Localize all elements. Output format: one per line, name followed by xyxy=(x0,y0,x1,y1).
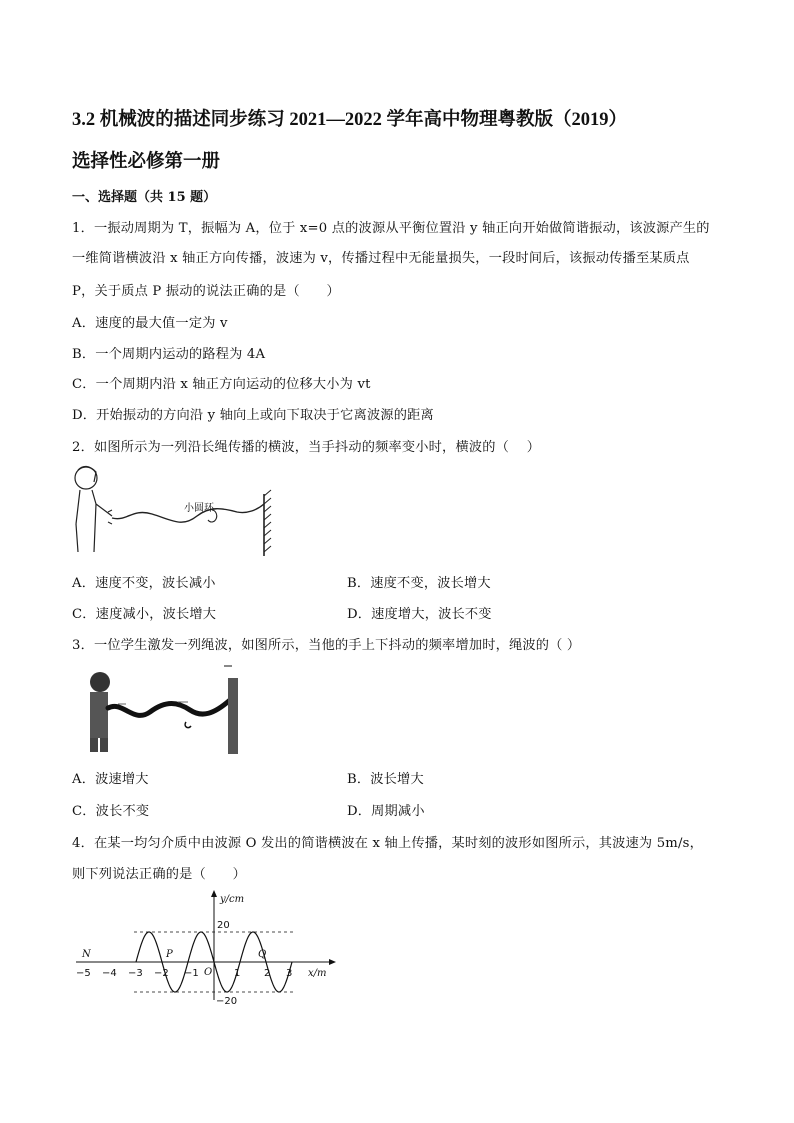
doc-title-line2: 选择性必修第一册 xyxy=(72,152,221,172)
q1-option-c: C．一个周期内沿 x 轴正方向运动的位移大小为 vt xyxy=(72,377,371,392)
q3-stem: 3．一位学生激发一列绳波，如图所示，当他的手上下抖动的频率增加时，绳波的（ ） xyxy=(72,638,581,653)
q3-rope-wave-figure xyxy=(78,664,248,754)
q3-option-d: D．周期减小 xyxy=(347,804,425,819)
q1-option-d: D．开始振动的方向沿 y 轴向上或向下取决于它离波源的距离 xyxy=(72,408,434,423)
q2-option-a: A．速度不变，波长减小 xyxy=(72,576,216,591)
q3-option-a: A．波速增大 xyxy=(72,772,149,787)
x-tick-neg4: −4 xyxy=(102,968,117,979)
q4-wave-graph xyxy=(74,888,344,1008)
x-tick-neg3: −3 xyxy=(128,968,143,979)
point-q-label: Q xyxy=(258,949,267,960)
q1-option-a: A．速度的最大值一定为 v xyxy=(72,316,228,331)
amplitude-label: 20 xyxy=(217,920,230,931)
q4-stem-line2: 则下列说法正确的是（ ） xyxy=(72,867,247,882)
x-tick-neg5: −5 xyxy=(76,968,91,979)
q1-option-b: B．一个周期内运动的路程为 4A xyxy=(72,347,266,362)
q4-stem-line1: 4．在某一均匀介质中由波源 O 发出的简谐横波在 x 轴上传播，某时刻的波形如图所示，其波速为 5m/s， xyxy=(72,836,703,851)
origin-label: O xyxy=(204,967,213,978)
y-axis-label: y/cm xyxy=(220,894,245,905)
q2-rope-wave-figure xyxy=(72,464,282,560)
q2-stem: 2．如图所示为一列沿长绳传播的横波，当手抖动的频率变小时，横波的（ ） xyxy=(72,440,541,455)
q3-option-b: B．波长增大 xyxy=(347,772,424,787)
section-heading: 一、选择题（共 15 题） xyxy=(72,190,217,205)
x-tick-neg2: −2 xyxy=(154,968,169,979)
q2-figure-label: 小圆环 xyxy=(184,503,214,514)
point-n-label: N xyxy=(82,949,91,960)
point-p-label: P xyxy=(166,949,173,960)
x-tick-labels xyxy=(76,968,292,979)
q1-stem-line1: 1．一振动周期为 T，振幅为 A，位于 x=0 点的波源从平衡位置沿 y 轴正向开始做简谐振动，该波源产生的 xyxy=(72,221,710,236)
q1-stem-line3: P，关于质点 P 振动的说法正确的是（ ） xyxy=(72,284,340,299)
x-tick-1: 1 xyxy=(234,968,241,979)
q2-option-d: D．速度增大，波长不变 xyxy=(347,607,492,622)
q2-option-c: C．速度减小，波长增大 xyxy=(72,607,217,622)
doc-title-line1: 3.2 机械波的描述同步练习 2021—2022 学年高中物理粤教版（2019） xyxy=(72,110,628,130)
x-tick-2: 2 xyxy=(264,968,271,979)
q2-option-b: B．速度不变，波长增大 xyxy=(347,576,491,591)
x-tick-3: 3 xyxy=(286,968,293,979)
q3-option-c: C．波长不变 xyxy=(72,804,150,819)
neg-amplitude-label: −20 xyxy=(216,996,238,1007)
x-tick-neg1: −1 xyxy=(184,968,199,979)
x-axis-label: x/m xyxy=(308,968,327,979)
q1-stem-line2: 一维简谐横波沿 x 轴正方向传播，波速为 v，传播过程中无能量损失，一段时间后，该振动传播至某质点 xyxy=(72,251,690,266)
